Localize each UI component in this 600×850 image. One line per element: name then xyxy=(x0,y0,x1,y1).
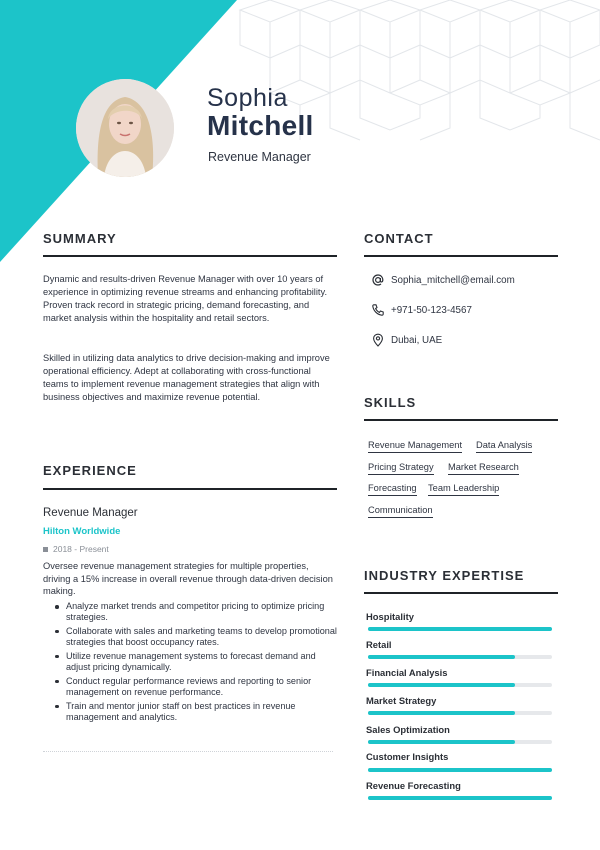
experience-company[interactable]: Hilton Worldwide xyxy=(43,526,121,537)
experience-heading: EXPERIENCE xyxy=(43,463,137,478)
experience-dates xyxy=(43,544,109,554)
expertise-bar-fill xyxy=(368,683,515,687)
expertise-bar-fill xyxy=(368,768,552,772)
skills-heading: SKILLS xyxy=(364,395,417,410)
experience-role: Revenue Manager xyxy=(43,507,138,519)
industry-expertise-divider xyxy=(364,592,558,594)
list-item: Utilize revenue management systems to forecast demand and adjust pricing dynamically. xyxy=(55,651,338,673)
expertise-bar-track xyxy=(368,740,552,744)
expertise-label: Sales Optimization xyxy=(366,724,450,735)
expertise-label: Financial Analysis xyxy=(366,667,448,678)
expertise-label: Hospitality xyxy=(366,611,414,622)
experience-divider xyxy=(43,488,337,490)
expertise-bar-fill xyxy=(368,796,552,800)
list-item: Analyze market trends and competitor pricing to optimize pricing strategies. xyxy=(55,601,338,623)
first-name: Sophia xyxy=(207,84,288,112)
summary-heading: SUMMARY xyxy=(43,231,117,246)
list-item: Conduct regular performance reviews and reporting to senior management on revenue performance. xyxy=(55,676,338,698)
contact-heading: CONTACT xyxy=(364,231,434,246)
skill-tag: Data Analysis xyxy=(476,440,532,453)
contact-divider xyxy=(364,255,558,257)
expertise-bar-track xyxy=(368,796,552,800)
phone-icon xyxy=(371,303,385,317)
expertise-bar-fill xyxy=(368,627,552,631)
skill-tag: Team Leadership xyxy=(428,483,499,496)
expertise-bar-track xyxy=(368,683,552,687)
contact-location xyxy=(371,333,442,347)
skill-tag: Revenue Management xyxy=(368,440,462,453)
experience-dates-text: 2018 - Present xyxy=(53,544,109,554)
job-title: Revenue Manager xyxy=(208,150,311,164)
expertise-label: Revenue Forecasting xyxy=(366,780,461,791)
experience-bullets xyxy=(55,601,338,726)
skill-tag: Market Research xyxy=(448,462,519,475)
contact-location-text: Dubai, UAE xyxy=(391,334,443,346)
contact-email-text: Sophia_mitchell@email.com xyxy=(391,274,515,286)
expertise-bar-track xyxy=(368,655,552,659)
location-pin-icon xyxy=(371,333,385,347)
summary-paragraph-2: Skilled in utilizing data analytics to drive decision-making and improve operational efficiency. Adept at collaborating with cross-functional teams to implement revenue management strategies that align with business objectives and maximize revenue potential. xyxy=(43,353,330,402)
skill-tag: Forecasting xyxy=(368,483,417,496)
at-icon xyxy=(371,273,385,287)
list-item: Train and mentor junior staff on best practices in revenue management and analytics. xyxy=(55,701,338,723)
contact-email[interactable] xyxy=(371,273,515,287)
expertise-bar-fill xyxy=(368,740,515,744)
expertise-bar-fill xyxy=(368,711,515,715)
list-item: Collaborate with sales and marketing teams to develop promotional strategies that boost occupancy rates. xyxy=(55,626,338,648)
summary-divider xyxy=(43,255,337,257)
expertise-bar-fill xyxy=(368,655,515,659)
contact-phone-text: +971-50-123-4567 xyxy=(391,304,472,316)
expertise-bar-track xyxy=(368,627,552,631)
expertise-bar-track xyxy=(368,768,552,772)
industry-expertise-heading: INDUSTRY EXPERTISE xyxy=(364,568,525,583)
skill-tag: Communication xyxy=(368,505,433,518)
profile-photo-icon xyxy=(76,79,174,177)
expertise-label: Market Strategy xyxy=(366,695,437,706)
expertise-label: Retail xyxy=(366,639,392,650)
experience-description: Oversee revenue management strategies for multiple properties, driving a 15% increase in overall revenue through data-driven decision making. xyxy=(43,561,333,596)
contact-phone[interactable] xyxy=(371,303,472,317)
expertise-label: Customer Insights xyxy=(366,751,449,762)
calendar-square-icon xyxy=(43,547,48,552)
avatar xyxy=(76,79,174,177)
skill-tag: Pricing Strategy xyxy=(368,462,434,475)
expertise-bar-track xyxy=(368,711,552,715)
last-name: Mitchell xyxy=(207,110,314,141)
summary-paragraph-1: Dynamic and results-driven Revenue Manager with over 10 years of experience in optimizing revenue streams and enhancing profitability. Proven track record in strategic pricing, demand forecasting, and market analysis within the hospitality and retail sectors. xyxy=(43,274,328,323)
skills-divider xyxy=(364,419,558,421)
experience-end-divider xyxy=(43,751,333,752)
